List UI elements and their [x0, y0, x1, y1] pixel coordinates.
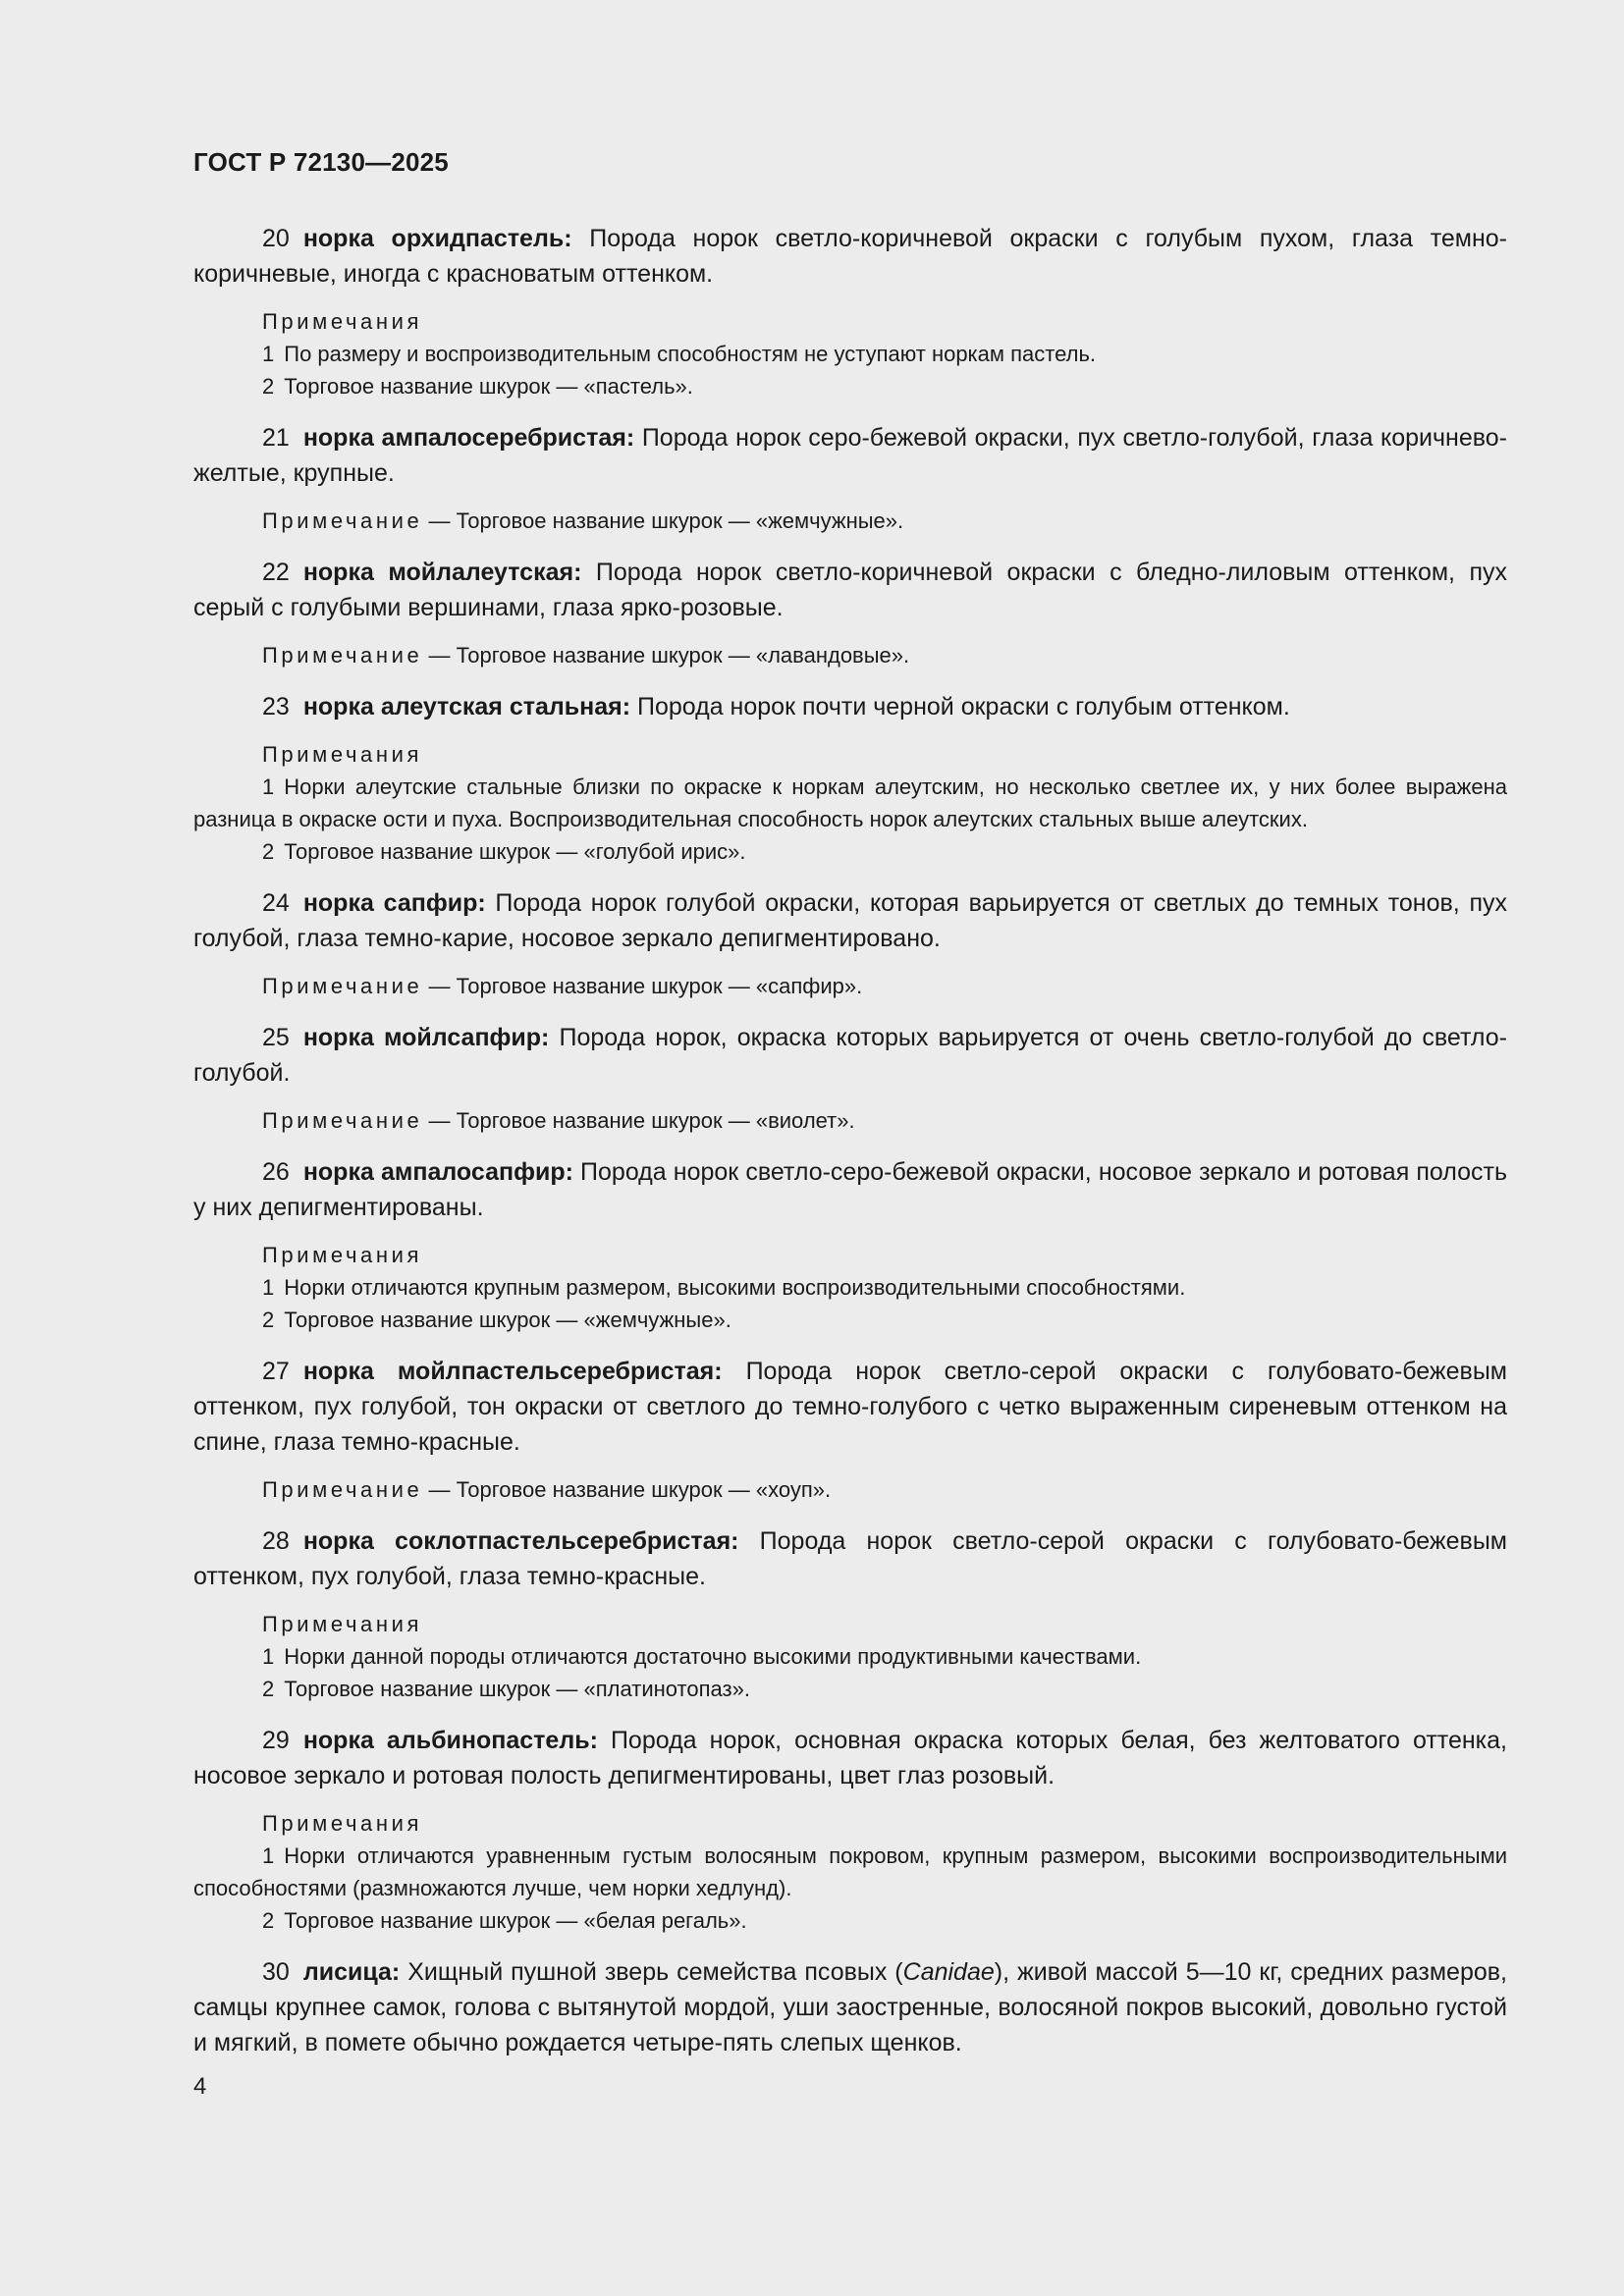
note-dash: —	[422, 974, 457, 998]
term-name: норка алеутская стальная:	[302, 693, 631, 721]
term-name: норка ампалосеребристая:	[302, 424, 635, 452]
term-entry	[193, 689, 1507, 724]
note-text: Торговое название шкурок — «виолет».	[456, 1108, 855, 1133]
note-dash: —	[422, 1477, 457, 1502]
note-item	[193, 1673, 1507, 1705]
term-entry	[193, 1723, 1507, 1793]
note-heading: Примечание	[262, 974, 423, 998]
term-number: 27	[262, 1358, 290, 1385]
note-number: 2	[262, 1308, 275, 1332]
term-entry	[193, 555, 1507, 625]
term-name: норка орхидпастель:	[302, 225, 572, 252]
term-name: норка сапфир:	[302, 889, 486, 917]
note-dash: —	[422, 643, 457, 667]
note-number: 2	[262, 1908, 275, 1933]
term-entry	[193, 420, 1507, 491]
term-entry	[193, 1354, 1507, 1460]
term-definition: Порода норок светло-серой окраски с голубовато-бежевым оттенком, пух голубой, глаза темно-красные.	[193, 1527, 1507, 1590]
notes-block	[193, 1608, 1507, 1705]
note-item	[193, 338, 1507, 370]
note-text: По размеру и воспроизводительным способностям не уступают норкам пастель.	[284, 342, 1097, 366]
notes-block	[193, 1239, 1507, 1336]
term-definition: Порода норок почти черной окраски с голубым оттенком.	[630, 693, 1290, 721]
note-item	[193, 835, 1507, 868]
page-number: 4	[193, 2073, 207, 2100]
term-name: норка мойлалеутская:	[302, 559, 582, 586]
note-text: Торговое название шкурок — «сапфир».	[456, 974, 863, 998]
single-note	[193, 1104, 1507, 1137]
term-number: 20	[262, 225, 290, 252]
note-dash: —	[422, 1108, 457, 1133]
term-definition-start: Хищный пушной зверь семейства псовых (	[400, 1958, 903, 1986]
note-text: Торговое название шкурок — «белая регаль».	[284, 1908, 747, 1933]
notes-heading: Примечания	[262, 742, 423, 767]
note-number: 1	[262, 774, 275, 799]
term-number: 23	[262, 693, 290, 721]
term-number: 25	[262, 1024, 290, 1051]
term-name: норка соклотпастельсеребристая:	[302, 1527, 739, 1555]
note-dash: —	[422, 508, 457, 533]
term-definition: Порода норок серо-бежевой окраски, пух светло-голубой, глаза коричнево-желтые, крупные.	[193, 424, 1507, 487]
note-text: Торговое название шкурок — «голубой ирис».	[284, 839, 746, 864]
term-entry	[193, 1020, 1507, 1091]
note-text: Торговое название шкурок — «лавандовые».	[456, 643, 910, 667]
term-number: 26	[262, 1158, 290, 1186]
note-item	[193, 1840, 1507, 1904]
note-text: Торговое название шкурок — «хоуп».	[456, 1477, 832, 1502]
notes-block	[193, 738, 1507, 868]
term-entry	[193, 1523, 1507, 1594]
term-name: норка ампалосапфир:	[302, 1158, 573, 1186]
note-heading: Примечание	[262, 508, 423, 533]
notes-heading: Примечания	[262, 1243, 423, 1267]
term-name: лисица:	[302, 1958, 401, 1986]
single-note	[193, 1473, 1507, 1506]
term-definition: Порода норок светло-коричневой окраски с бледно-лиловым оттенком, пух серый с голубыми вершинами, глаза ярко-розовые.	[193, 559, 1507, 621]
note-text: Норки алеутские стальные близки по окраске к норкам алеутским, но несколько светлее их, у них более выражена разница в окраске ости и пуха. Воспроизводительная способность норок алеутских стальных выше алеутских.	[193, 774, 1507, 831]
term-entry	[193, 1954, 1507, 2060]
term-definition: Порода норок, основная окраска которых белая, без желтоватого оттенка, носовое зеркало и ротовая полость депигментированы, цвет глаз розовый.	[193, 1727, 1507, 1789]
term-definition: Порода норок светло-серой окраски с голубовато-бежевым оттенком, пух голубой, тон окраски от светлого до темно-голубого с четко выраженным сиреневым оттенком на спине, глаза темно-красные.	[193, 1358, 1507, 1456]
note-item	[193, 771, 1507, 835]
term-definition: Порода норок голубой окраски, которая варьируется от светлых до темных тонов, пух голубой, глаза темно-карие, носовое зеркало депигментировано.	[193, 889, 1507, 952]
term-name: норка альбинопастель:	[302, 1727, 598, 1754]
note-number: 2	[262, 374, 275, 399]
term-number: 21	[262, 424, 290, 452]
standard-header: ГОСТ Р 72130—2025	[193, 147, 449, 177]
single-note	[193, 970, 1507, 1002]
term-number: 24	[262, 889, 290, 917]
term-latin-name: Canidae	[902, 1958, 995, 1986]
terms-list	[193, 221, 1507, 2074]
note-heading: Примечание	[262, 1477, 423, 1502]
single-note	[193, 639, 1507, 671]
term-name: норка мойлсапфир:	[302, 1024, 550, 1051]
note-text: Торговое название шкурок — «пастель».	[284, 374, 693, 399]
term-definition: Порода норок светло-серо-бежевой окраски, носовое зеркало и ротовая полость у них депигментированы.	[193, 1158, 1507, 1221]
term-name: норка мойлпастельсеребристая:	[302, 1358, 723, 1385]
note-text: Норки отличаются крупным размером, высокими воспроизводительными способностями.	[284, 1275, 1186, 1300]
term-definition-end: ), живой массой 5—10 кг, средних размеров, самцы крупнее самок, голова с вытянутой мордой, уши заостренные, волосяной покров высокий, довольно густой и мягкий, в помете обычно рождается четыре-пять слепых щенков.	[193, 1958, 1507, 2056]
term-number: 30	[262, 1958, 290, 1986]
term-definition: Порода норок светло-коричневой окраски с голубым пухом, глаза темно-коричневые, иногда с красноватым оттенком.	[193, 225, 1507, 288]
note-text: Норки отличаются уравненным густым волосяным покровом, крупным размером, высокими воспроизводительными способностями (размножаются лучше, чем норки хедлунд).	[193, 1843, 1507, 1900]
single-note	[193, 505, 1507, 537]
note-number: 1	[262, 1843, 275, 1868]
note-text: Норки данной породы отличаются достаточно высокими продуктивными качествами.	[284, 1644, 1142, 1669]
notes-heading: Примечания	[262, 309, 423, 334]
notes-block	[193, 305, 1507, 402]
note-number: 2	[262, 1677, 275, 1701]
note-item	[193, 370, 1507, 402]
term-entry	[193, 885, 1507, 956]
note-text: Торговое название шкурок — «жемчужные».	[284, 1308, 731, 1332]
notes-block	[193, 1807, 1507, 1937]
term-number: 28	[262, 1527, 290, 1555]
note-heading: Примечание	[262, 643, 423, 667]
note-number: 1	[262, 1644, 275, 1669]
note-item	[193, 1640, 1507, 1673]
term-entry	[193, 1154, 1507, 1225]
notes-heading: Примечания	[262, 1612, 423, 1636]
note-heading: Примечание	[262, 1108, 423, 1133]
term-entry	[193, 221, 1507, 292]
note-item	[193, 1304, 1507, 1336]
note-number: 1	[262, 1275, 275, 1300]
notes-heading: Примечания	[262, 1811, 423, 1836]
note-number: 2	[262, 839, 275, 864]
note-item	[193, 1904, 1507, 1937]
term-number: 22	[262, 559, 290, 586]
term-definition: Порода норок, окраска которых варьируется от очень светло-голубой до светло-голубой.	[193, 1024, 1507, 1087]
term-number: 29	[262, 1727, 290, 1754]
note-text: Торговое название шкурок — «жемчужные».	[456, 508, 904, 533]
note-text: Торговое название шкурок — «платинотопаз».	[284, 1677, 750, 1701]
note-number: 1	[262, 342, 275, 366]
note-item	[193, 1271, 1507, 1304]
